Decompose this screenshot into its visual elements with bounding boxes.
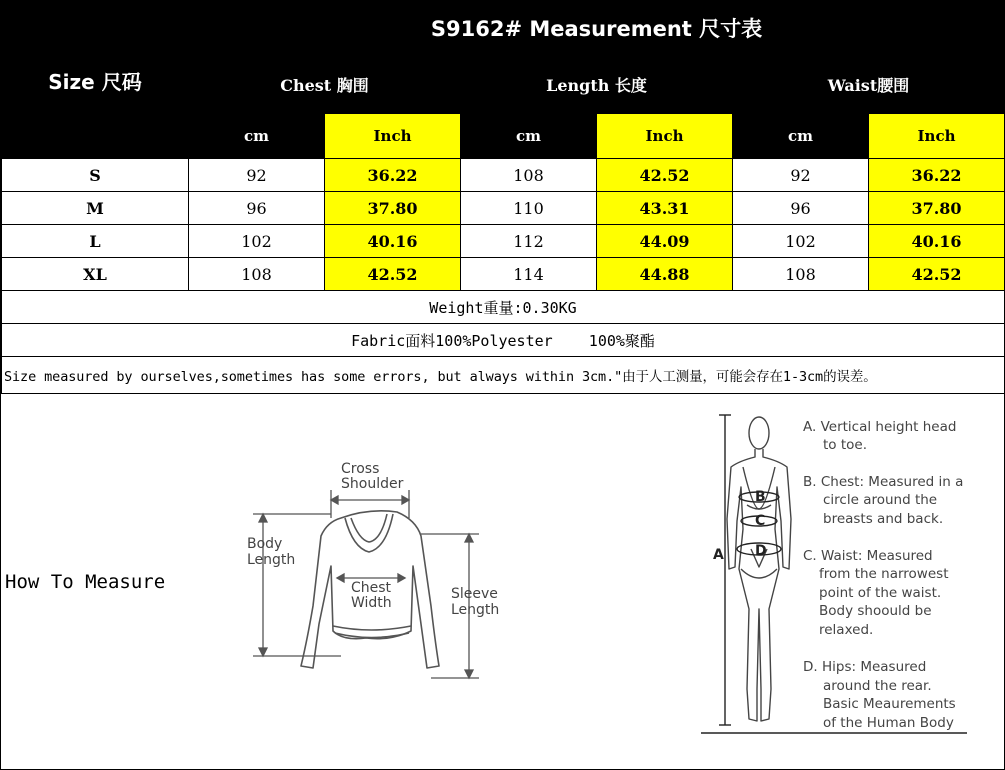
waist-cm-cell: 96 (733, 192, 869, 225)
desc-d-line: around the rear. (823, 678, 932, 694)
waist-header: Waist腰围 (733, 55, 1005, 114)
size-cell: L (2, 225, 189, 258)
waist-inch-cell: 42.52 (869, 258, 1005, 291)
chest-width-label: Chest (351, 580, 392, 596)
desc-a-line: A. Vertical height head (803, 419, 957, 435)
waist-inch-cell: 40.16 (869, 225, 1005, 258)
label-a: A (713, 547, 724, 563)
cross-shoulder-label: Shoulder (341, 476, 404, 492)
waist-cm-header: cm (733, 114, 869, 159)
length-cm-cell: 112 (461, 225, 597, 258)
length-inch-cell: 42.52 (597, 159, 733, 192)
waist-inch-cell: 36.22 (869, 159, 1005, 192)
desc-c-line: C. Waist: Measured (803, 548, 933, 564)
table-row (2, 159, 1005, 192)
table-row (2, 225, 1005, 258)
chest-inch-cell: 42.52 (325, 258, 461, 291)
length-cm-cell: 114 (461, 258, 597, 291)
chest-cm-cell: 102 (189, 225, 325, 258)
cross-shoulder-label: Cross (341, 461, 380, 477)
chest-inch-cell: 37.80 (325, 192, 461, 225)
desc-d-line: D. Hips: Measured (803, 659, 927, 675)
label-b: B (755, 489, 766, 505)
desc-c-line: point of the waist. (819, 585, 942, 601)
table-row (2, 192, 1005, 225)
body-length-label: Length (247, 552, 296, 568)
size-cell: M (2, 192, 189, 225)
length-cm-header: cm (461, 114, 597, 159)
chest-cm-cell: 92 (189, 159, 325, 192)
length-inch-cell: 43.31 (597, 192, 733, 225)
chest-cm-cell: 108 (189, 258, 325, 291)
measurement-table (1, 1, 1005, 394)
desc-c-line: from the narrowest (819, 566, 949, 582)
waist-cm-cell: 108 (733, 258, 869, 291)
length-inch-header: Inch (597, 114, 733, 159)
table-row (2, 258, 1005, 291)
how-to-measure-label: How To Measure (5, 571, 166, 593)
desc-d-line: of the Human Body (823, 715, 954, 731)
disclaimer-note: Size measured by ourselves,sometimes has some errors, but always within 3cm."由于人工测量，可能会存在1-3cm的误差。 (2, 357, 1005, 394)
desc-c-line: Body shoould be (819, 603, 932, 619)
weight-note: Weight重量:0.30KG (2, 291, 1005, 324)
desc-c-line: relaxed. (819, 622, 874, 638)
length-cm-cell: 108 (461, 159, 597, 192)
chest-inch-header: Inch (325, 114, 461, 159)
chest-header: Chest 胸围 (189, 55, 461, 114)
size-header: Size 尺码 (2, 2, 189, 159)
chest-inch-cell: 40.16 (325, 225, 461, 258)
waist-inch-header: Inch (869, 114, 1005, 159)
chart-title: S9162# Measurement 尺寸表 (189, 2, 1005, 55)
sleeve-length-label: Length (451, 602, 500, 618)
length-header: Length 长度 (461, 55, 733, 114)
waist-inch-cell: 37.80 (869, 192, 1005, 225)
chest-inch-cell: 36.22 (325, 159, 461, 192)
waist-cm-cell: 92 (733, 159, 869, 192)
chest-width-label: Width (351, 595, 392, 611)
body-measurement-diagram (701, 409, 981, 739)
body-silhouette (727, 417, 791, 721)
body-descriptions (803, 419, 963, 731)
label-c: C (755, 513, 766, 529)
size-cell: XL (2, 258, 189, 291)
size-cell: S (2, 159, 189, 192)
label-d: D (755, 543, 767, 559)
desc-a-line: to toe. (823, 437, 867, 453)
sleeve-length-label: Sleeve (451, 586, 498, 602)
desc-b-line: B. Chest: Measured in a (803, 474, 964, 490)
garment-diagram (241, 456, 511, 686)
desc-d-line: Basic Meaurements (823, 696, 956, 712)
desc-b-line: circle around the (823, 492, 938, 508)
body-length-label: Body (247, 536, 283, 552)
desc-b-line: breasts and back. (823, 511, 944, 527)
fabric-note: Fabric面料100%Polyester 100%聚酯 (2, 324, 1005, 357)
waist-cm-cell: 102 (733, 225, 869, 258)
chest-cm-header: cm (189, 114, 325, 159)
length-inch-cell: 44.09 (597, 225, 733, 258)
length-inch-cell: 44.88 (597, 258, 733, 291)
length-cm-cell: 110 (461, 192, 597, 225)
chest-cm-cell: 96 (189, 192, 325, 225)
